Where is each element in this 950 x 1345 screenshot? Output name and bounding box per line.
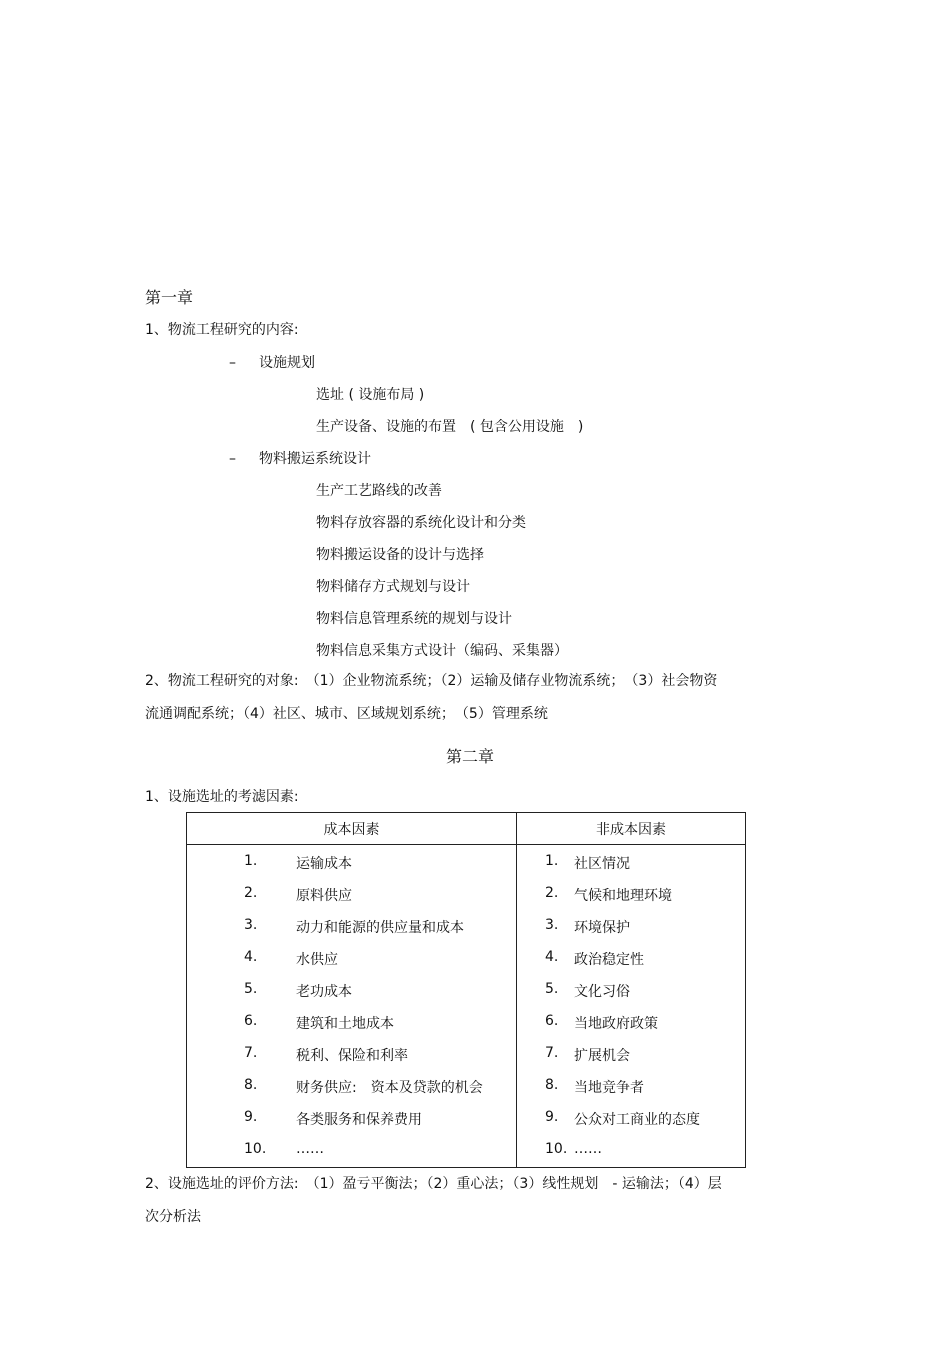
list-item xyxy=(517,911,745,943)
group1-item: 生产设备、设施的布置 ( 包含公用设施 ) xyxy=(316,419,584,435)
item-number: 8. xyxy=(244,1077,258,1093)
group2-bullet: – xyxy=(229,451,236,467)
item-number: 4. xyxy=(545,949,559,965)
ch2-q2-line2: 次分析法 xyxy=(145,1209,201,1225)
item-text: 各类服务和保养费用 xyxy=(296,1112,422,1128)
list-item xyxy=(187,1039,516,1071)
item-number: 6. xyxy=(244,1013,258,1029)
item-text: 建筑和土地成本 xyxy=(296,1016,394,1032)
item-text: 政治稳定性 xyxy=(574,952,644,968)
list-item xyxy=(517,879,745,911)
item-text: 运输成本 xyxy=(296,856,352,872)
item-number: 1. xyxy=(545,853,559,869)
group2-item: 物料信息采集方式设计（编码、采集器） xyxy=(316,643,568,659)
list-item xyxy=(187,1007,516,1039)
group2-item: 物料信息管理系统的规划与设计 xyxy=(316,611,512,627)
item-text: 气候和地理环境 xyxy=(574,888,672,904)
item-text: 财务供应: 资本及贷款的机会 xyxy=(296,1080,483,1096)
item-text: 环境保护 xyxy=(574,920,630,936)
item-text: 税利、保险和利率 xyxy=(296,1048,408,1064)
item-number: 3. xyxy=(244,917,258,933)
item-number: 7. xyxy=(545,1045,559,1061)
location-factors-table xyxy=(186,812,746,1168)
item-text: …… xyxy=(574,1141,602,1157)
item-number: 7. xyxy=(244,1045,258,1061)
item-number: 8. xyxy=(545,1077,559,1093)
group2-item: 物料储存方式规划与设计 xyxy=(316,579,470,595)
item-number: 9. xyxy=(545,1109,559,1125)
group1-bullet: – xyxy=(229,355,236,371)
list-item xyxy=(187,1071,516,1103)
q1-heading: 1、物流工程研究的内容: xyxy=(145,322,299,338)
ch2-q2-line1: 2、设施选址的评价方法: （1）盈亏平衡法；（2）重心法；（3）线性规划 - 运输法；（4）层 xyxy=(145,1176,722,1192)
item-number: 9. xyxy=(244,1109,258,1125)
item-text: 原料供应 xyxy=(296,888,352,904)
item-text: 文化习俗 xyxy=(574,984,630,1000)
item-number: 5. xyxy=(244,981,258,997)
item-text: 水供应 xyxy=(296,952,338,968)
list-item xyxy=(517,1007,745,1039)
group2-item: 物料搬运设备的设计与选择 xyxy=(316,547,484,563)
item-text: 扩展机会 xyxy=(574,1048,630,1064)
item-number: 1. xyxy=(244,853,258,869)
list-item xyxy=(517,975,745,1007)
chapter1-title: 第一章 xyxy=(145,288,194,307)
item-number: 10. xyxy=(545,1141,568,1157)
list-item xyxy=(517,1039,745,1071)
list-item xyxy=(187,911,516,943)
group2-item: 物料存放容器的系统化设计和分类 xyxy=(316,515,526,531)
list-item xyxy=(517,847,745,879)
chapter2-title: 第二章 xyxy=(446,747,495,766)
item-number: 10. xyxy=(244,1141,267,1157)
item-text: 当地政府政策 xyxy=(574,1016,658,1032)
item-text: 当地竞争者 xyxy=(574,1080,644,1096)
group2-item: 生产工艺路线的改善 xyxy=(316,483,442,499)
list-item xyxy=(517,943,745,975)
list-item xyxy=(187,943,516,975)
ch2-q1-heading: 1、设施选址的考滤因素: xyxy=(145,789,299,805)
item-number: 3. xyxy=(545,917,559,933)
noncost-factors-column xyxy=(517,845,746,1168)
noncost-factors-header: 非成本因素 xyxy=(517,813,746,845)
item-text: 动力和能源的供应量和成本 xyxy=(296,920,464,936)
group1-label: 设施规划 xyxy=(259,355,315,371)
item-text: 老功成本 xyxy=(296,984,352,1000)
item-text: 公众对工商业的态度 xyxy=(574,1112,700,1128)
list-item xyxy=(517,1071,745,1103)
item-number: 5. xyxy=(545,981,559,997)
item-number: 6. xyxy=(545,1013,559,1029)
list-item xyxy=(187,975,516,1007)
group1-item: 选址 ( 设施布局 ) xyxy=(316,387,425,403)
item-number: 4. xyxy=(244,949,258,965)
list-item xyxy=(517,1103,745,1135)
item-number: 2. xyxy=(545,885,559,901)
list-item xyxy=(187,1103,516,1135)
item-text: …… xyxy=(296,1141,324,1157)
item-number: 2. xyxy=(244,885,258,901)
cost-factors-column xyxy=(187,845,517,1168)
q2-line2: 流通调配系统；（4）社区、城市、区域规划系统； （5）管理系统 xyxy=(145,706,548,722)
list-item xyxy=(187,879,516,911)
group2-label: 物料搬运系统设计 xyxy=(259,451,371,467)
list-item xyxy=(187,1135,516,1167)
list-item xyxy=(517,1135,745,1167)
q2-line1: 2、物流工程研究的对象: （1）企业物流系统；（2）运输及储存业物流系统； （3）社会物资 xyxy=(145,673,718,689)
item-text: 社区情况 xyxy=(574,856,630,872)
cost-factors-header: 成本因素 xyxy=(187,813,517,845)
list-item xyxy=(187,847,516,879)
